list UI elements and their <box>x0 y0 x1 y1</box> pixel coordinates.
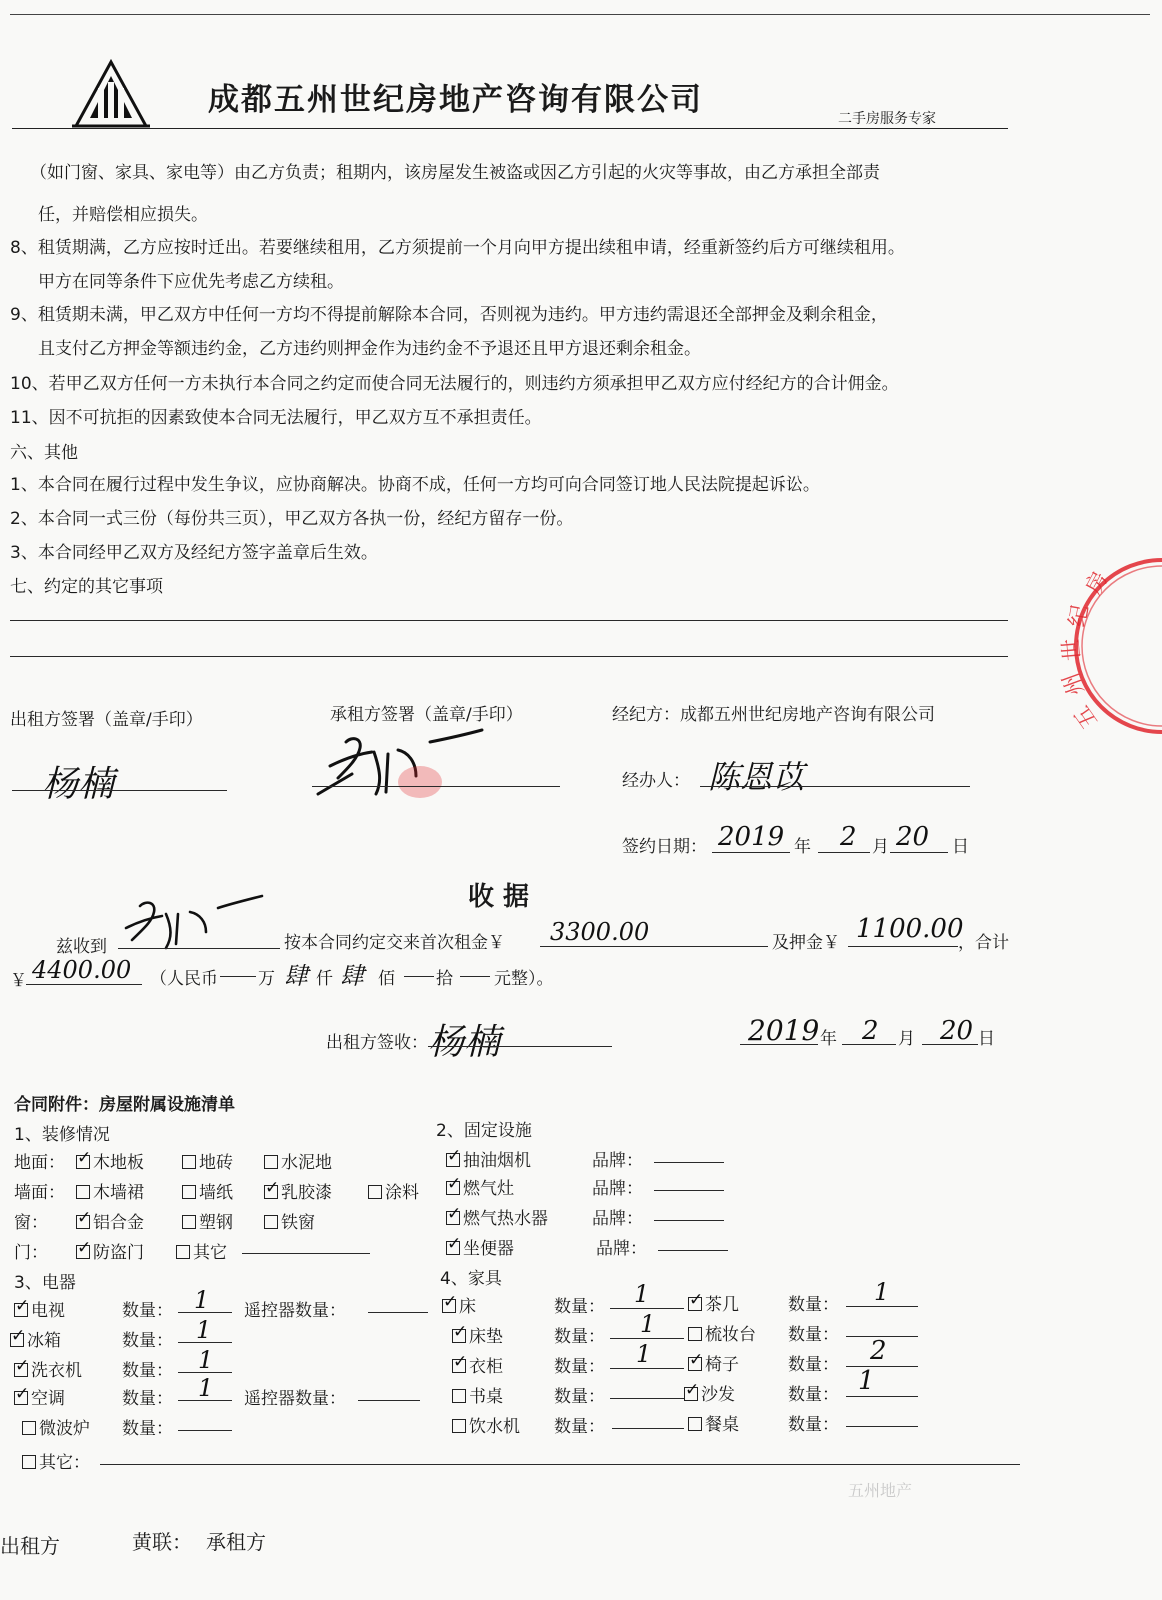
checkbox-checked-icon[interactable] <box>76 1155 90 1169</box>
qty-label: 数量： <box>122 1361 173 1381</box>
item-label: 电视 <box>31 1301 65 1321</box>
clause-line: 甲方在同等条件下应优先考虑乙方续租。 <box>38 272 344 292</box>
checkbox-checked-icon[interactable] <box>446 1181 460 1195</box>
clause-line: 1、本合同在履行过程中发生争议，应协商解决。协商不成，任何一方均可向合同签订地人民法院提起诉讼。 <box>10 475 820 495</box>
qty-value: 1 <box>198 1346 214 1374</box>
option-label: 防盗门 <box>93 1243 144 1263</box>
yellow-copy-label: 黄联： <box>132 1530 192 1554</box>
clause-line: 10、若甲乙双方任何一方未执行本合同之约定而使合同无法履行的，则违约方须承担甲乙双方应付经纪方的合计佣金。 <box>10 374 899 394</box>
item-label: 茶几 <box>705 1295 739 1315</box>
checkbox-checked-icon[interactable] <box>14 1391 28 1405</box>
checkbox-icon[interactable] <box>368 1185 382 1199</box>
fixed-item[interactable] <box>446 1204 548 1229</box>
section-heading: 六、其他 <box>10 443 78 463</box>
checkbox-checked-icon[interactable] <box>264 1185 278 1199</box>
checkbox-checked-icon[interactable] <box>10 1333 24 1347</box>
svg-text:世: 世 <box>1059 637 1086 662</box>
svg-text:纪: 纪 <box>1065 603 1094 630</box>
window-option-alu[interactable] <box>76 1208 144 1233</box>
furniture-item[interactable] <box>442 1292 476 1317</box>
fixed-item[interactable] <box>446 1234 514 1259</box>
deposit-label: 及押金￥ <box>772 933 840 953</box>
qty-value: 2 <box>870 1336 887 1366</box>
receipt-day-unit: 日 <box>978 1029 995 1049</box>
lessor-sign-label: 出租方签署（盖章/手印） <box>10 710 203 730</box>
checkbox-checked-icon[interactable] <box>684 1387 698 1401</box>
checkbox-icon[interactable] <box>688 1417 702 1431</box>
checkbox-checked-icon[interactable] <box>688 1357 702 1371</box>
qty-label: 数量： <box>122 1389 173 1409</box>
checkbox-icon[interactable] <box>264 1155 278 1169</box>
item-label: 床垫 <box>469 1327 503 1347</box>
option-label: 铁窗 <box>281 1213 315 1233</box>
deposit-amount: 1100.00 <box>856 914 964 944</box>
checkbox-icon[interactable] <box>76 1185 90 1199</box>
clause-line: 3、本合同经甲乙双方及经纪方签字盖章后生效。 <box>10 543 378 563</box>
checkbox-icon[interactable] <box>182 1215 196 1229</box>
checkbox-checked-icon[interactable] <box>446 1241 460 1255</box>
payer-signature-scrawl <box>118 892 268 952</box>
agent-label: 经纪方：成都五州世纪房地产咨询有限公司 <box>612 705 935 725</box>
qty-label: 数量： <box>122 1419 173 1439</box>
qty-label: 数量： <box>122 1331 173 1351</box>
section-heading: 七、约定的其它事项 <box>10 577 163 597</box>
receipt-date-year: 2019 <box>748 1014 820 1047</box>
company-slogan: 二手房服务专家 <box>838 111 936 127</box>
sign-date-month: 2 <box>840 822 857 852</box>
section-fixed: 2、固定设施 <box>436 1121 532 1141</box>
remote-qty-label: 遥控器数量： <box>244 1389 346 1409</box>
total-amount: 4400.00 <box>32 956 132 984</box>
checkbox-checked-icon[interactable] <box>688 1297 702 1311</box>
furniture-item[interactable] <box>452 1382 503 1407</box>
lessor-receipt-label: 出租方签收： <box>326 1033 428 1053</box>
appliance-item[interactable] <box>14 1384 65 1409</box>
lessee-copy-label: 承租方 <box>206 1530 266 1554</box>
furniture-item[interactable] <box>688 1410 739 1435</box>
item-label: 抽油烟机 <box>463 1151 531 1171</box>
sign-date-year: 2019 <box>718 822 785 852</box>
bai-value: 肆 <box>340 962 364 990</box>
qty-label: 数量： <box>554 1357 605 1377</box>
received-from-label: 兹收到 <box>56 937 107 957</box>
item-label: 饮水机 <box>469 1417 520 1437</box>
checkbox-icon[interactable] <box>688 1327 702 1341</box>
lessee-signature-scrawl <box>312 722 492 802</box>
appendix-title: 合同附件：房屋附属设施清单 <box>14 1095 235 1115</box>
bai-unit: 佰 <box>378 969 395 989</box>
watermark: 五州地产 <box>848 1481 913 1500</box>
checkbox-checked-icon[interactable] <box>452 1329 466 1343</box>
qty-label: 数量： <box>788 1385 839 1405</box>
lessee-sign-label: 承租方签署（盖章/手印） <box>330 705 523 725</box>
option-label: 涂料 <box>385 1183 419 1203</box>
handler-signature: 陈恩苡 <box>708 758 805 796</box>
checkbox-icon[interactable] <box>176 1245 190 1259</box>
window-option-iron[interactable] <box>264 1208 315 1233</box>
other-label: 其它： <box>39 1453 90 1473</box>
sign-date-day: 20 <box>896 822 930 852</box>
receipt-date-month: 2 <box>862 1016 879 1046</box>
qty-value: 1 <box>858 1366 875 1396</box>
qty-value: 1 <box>634 1280 650 1308</box>
receipt-month-unit: 月 <box>898 1029 915 1049</box>
wall-option-paint[interactable] <box>368 1178 419 1203</box>
item-label: 微波炉 <box>39 1419 90 1439</box>
sign-date-label: 签约日期： <box>622 837 707 857</box>
furniture-item[interactable] <box>684 1380 735 1405</box>
option-label: 塑钢 <box>199 1213 233 1233</box>
handler-label: 经办人： <box>622 771 690 791</box>
qty-value: 1 <box>198 1374 214 1402</box>
checkbox-icon[interactable] <box>22 1421 36 1435</box>
fixed-item[interactable] <box>446 1174 514 1199</box>
brand-label: 品牌： <box>592 1151 643 1171</box>
wall-option-latex[interactable] <box>264 1178 332 1203</box>
item-label: 梳妆台 <box>705 1325 756 1345</box>
qty-label: 数量： <box>122 1301 173 1321</box>
wall-label: 墙面： <box>14 1183 65 1203</box>
qian-unit: 仟 <box>316 969 333 989</box>
door-option-other[interactable] <box>176 1238 227 1263</box>
appliance-item[interactable] <box>14 1296 65 1321</box>
checkbox-icon[interactable] <box>452 1419 466 1433</box>
svg-text:五: 五 <box>1069 700 1103 733</box>
appliance-item[interactable] <box>10 1326 61 1351</box>
window-option-plastic[interactable] <box>182 1208 233 1233</box>
option-label: 乳胶漆 <box>281 1183 332 1203</box>
item-label: 洗衣机 <box>31 1361 82 1381</box>
checkbox-checked-icon[interactable] <box>14 1303 28 1317</box>
qty-label: 数量： <box>788 1415 839 1435</box>
item-label: 燃气灶 <box>463 1179 514 1199</box>
floor-option-wood[interactable] <box>76 1148 144 1173</box>
qty-label: 数量： <box>554 1387 605 1407</box>
qty-value: 1 <box>196 1316 212 1344</box>
rmb-prefix: （人民币 <box>150 969 218 989</box>
item-label: 冰箱 <box>27 1331 61 1351</box>
receipt-date-day: 20 <box>940 1016 974 1046</box>
shi-unit: 拾 <box>436 969 453 989</box>
checkbox-icon[interactable] <box>22 1455 36 1469</box>
checkbox-checked-icon[interactable] <box>76 1245 90 1259</box>
clause-line: 11、因不可抗拒的因素致使本合同无法履行，甲乙双方互不承担责任。 <box>10 408 542 428</box>
company-seal-stamp <box>1040 536 1162 756</box>
qty-label: 数量： <box>788 1355 839 1375</box>
furniture-item[interactable] <box>688 1350 739 1375</box>
option-label: 墙纸 <box>199 1183 233 1203</box>
rent-amount: 3300.00 <box>550 918 650 946</box>
qty-label: 数量： <box>554 1327 605 1347</box>
total-label: ，合计 <box>958 933 1009 953</box>
item-label: 书桌 <box>469 1387 503 1407</box>
svg-text:州: 州 <box>1058 669 1090 699</box>
brand-label: 品牌： <box>592 1209 643 1229</box>
year-unit: 年 <box>794 837 811 857</box>
furniture-item[interactable] <box>452 1322 503 1347</box>
floor-option-cement[interactable] <box>264 1148 332 1173</box>
checkbox-checked-icon[interactable] <box>452 1359 466 1373</box>
furniture-item[interactable] <box>688 1320 756 1345</box>
section-appliances: 3、电器 <box>14 1273 76 1293</box>
door-label: 门： <box>14 1243 48 1263</box>
checkbox-checked-icon[interactable] <box>14 1363 28 1377</box>
option-label: 木墙裙 <box>93 1183 144 1203</box>
option-label: 木地板 <box>93 1153 144 1173</box>
checkbox-icon[interactable] <box>182 1185 196 1199</box>
other-item[interactable] <box>22 1448 90 1473</box>
option-label: 铝合金 <box>93 1213 144 1233</box>
qty-value: 1 <box>636 1340 652 1368</box>
clause-line: （如门窗、家具、家电等）由乙方负责；租期内，该房屋发生被盗或因乙方引起的火灾等事故，由乙方承担全部责 <box>30 163 880 183</box>
item-label: 床 <box>459 1297 476 1317</box>
item-label: 椅子 <box>705 1355 739 1375</box>
furniture-item[interactable] <box>688 1290 739 1315</box>
svg-text:房: 房 <box>1081 567 1114 599</box>
item-label: 空调 <box>31 1389 65 1409</box>
checkbox-icon[interactable] <box>264 1215 278 1229</box>
clause-line: 9、租赁期未满，甲乙双方中任何一方均不得提前解除本合同，否则视为违约。甲方违约需退还全部押金及剩余租金， <box>10 305 888 325</box>
furniture-item[interactable] <box>452 1412 520 1437</box>
floor-label: 地面： <box>14 1153 65 1173</box>
clause-line: 且支付乙方押金等额违约金，乙方违约则押金作为违约金不予退还且甲方退还剩余租金。 <box>38 339 701 359</box>
item-label: 坐便器 <box>463 1239 514 1259</box>
option-label: 地砖 <box>199 1153 233 1173</box>
clause-line: 任，并赔偿相应损失。 <box>38 205 208 225</box>
checkbox-checked-icon[interactable] <box>76 1215 90 1229</box>
lessor-receipt-signature: 杨楠 <box>428 1022 501 1063</box>
qty-label: 数量： <box>554 1417 605 1437</box>
appliance-item[interactable] <box>22 1414 90 1439</box>
company-name: 成都五州世纪房地产咨询有限公司 <box>208 82 703 118</box>
section-furniture: 4、家具 <box>440 1269 502 1289</box>
qty-value: 1 <box>194 1286 210 1314</box>
item-label: 燃气热水器 <box>463 1209 548 1229</box>
window-label: 窗： <box>14 1213 48 1233</box>
yuan-unit: 元整）。 <box>494 969 554 989</box>
checkbox-checked-icon[interactable] <box>446 1153 460 1167</box>
option-label: 水泥地 <box>281 1153 332 1173</box>
section-decoration: 1、装修情况 <box>14 1125 110 1145</box>
checkbox-checked-icon[interactable] <box>442 1299 456 1313</box>
total-prefix: ￥ <box>10 971 27 991</box>
wall-option-wood[interactable] <box>76 1178 144 1203</box>
checkbox-icon[interactable] <box>182 1155 196 1169</box>
qty-label: 数量： <box>788 1295 839 1315</box>
company-logo-icon <box>68 58 154 130</box>
wan-unit: 万 <box>258 969 275 989</box>
appliance-item[interactable] <box>14 1356 82 1381</box>
floor-row <box>14 1148 65 1173</box>
rent-label: 按本合同约定交来首次租金￥ <box>284 933 505 953</box>
checkbox-icon[interactable] <box>452 1389 466 1403</box>
receipt-year-unit: 年 <box>820 1029 837 1049</box>
brand-label: 品牌： <box>596 1239 647 1259</box>
item-label: 餐桌 <box>705 1415 739 1435</box>
qty-label: 数量： <box>788 1325 839 1345</box>
floor-option-tile[interactable] <box>182 1148 233 1173</box>
lessor-copy-label: 出租方 <box>0 1534 60 1558</box>
fixed-item[interactable] <box>446 1146 531 1171</box>
item-label: 沙发 <box>701 1385 735 1405</box>
checkbox-checked-icon[interactable] <box>446 1211 460 1225</box>
wall-option-paper[interactable] <box>182 1178 233 1203</box>
qian-value: 肆 <box>284 962 308 990</box>
receipt-title: 收 据 <box>468 882 530 912</box>
clause-line: 2、本合同一式三份（每份共三页），甲乙双方各执一份，经纪方留存一份。 <box>10 509 574 529</box>
month-unit: 月 <box>872 837 889 857</box>
qty-label: 数量： <box>554 1297 605 1317</box>
furniture-item[interactable] <box>452 1352 503 1377</box>
lessor-signature: 杨楠 <box>42 764 115 805</box>
clause-line: 8、租赁期满，乙方应按时迁出。若要继续租用，乙方须提前一个月向甲方提出续租申请，经重新签约后方可继续租用。 <box>10 238 905 258</box>
qty-value: 1 <box>874 1278 890 1306</box>
day-unit: 日 <box>952 837 969 857</box>
qty-value: 1 <box>640 1310 656 1338</box>
item-label: 衣柜 <box>469 1357 503 1377</box>
remote-qty-label: 遥控器数量： <box>244 1301 346 1321</box>
door-option-security[interactable] <box>76 1238 144 1263</box>
brand-label: 品牌： <box>592 1179 643 1199</box>
option-label: 其它 <box>193 1243 227 1263</box>
